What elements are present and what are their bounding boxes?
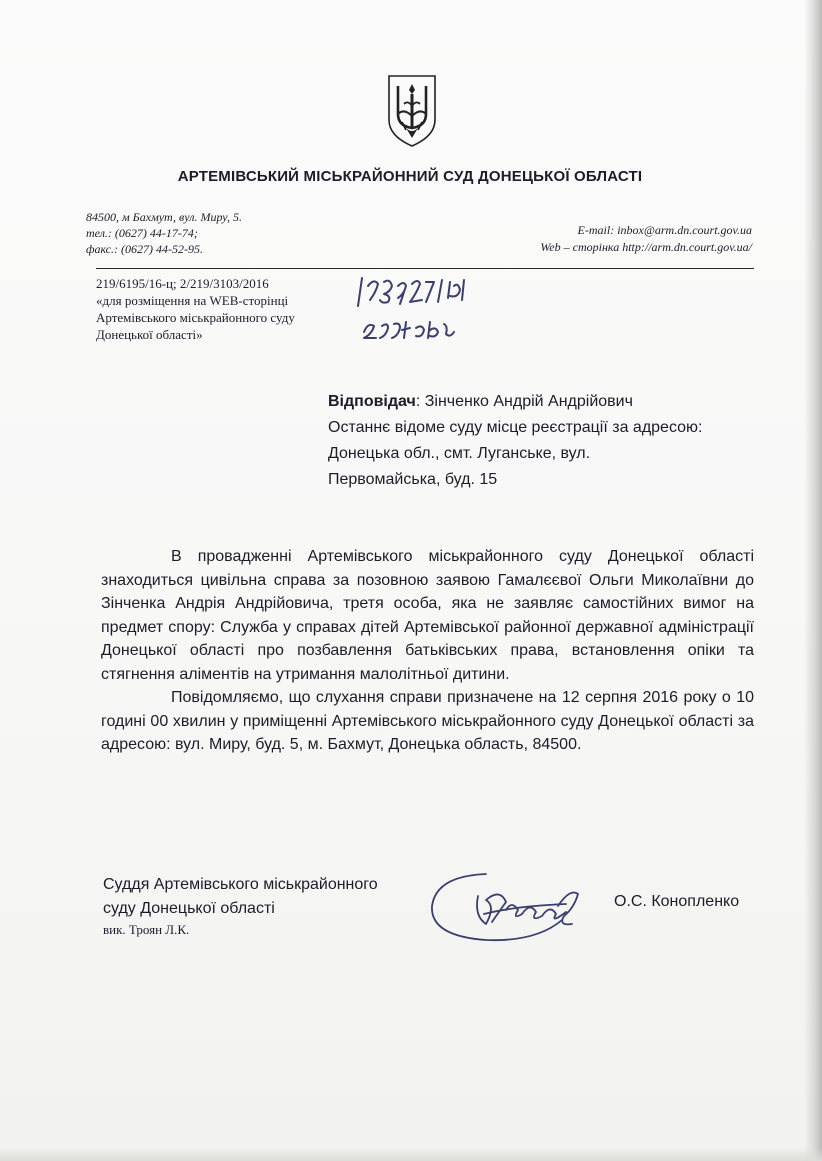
- recipient-name-line: [328, 389, 702, 415]
- coat-of-arms-icon: [386, 74, 438, 148]
- placement-note-line: Донецької області»: [96, 327, 203, 342]
- recipient-address-line: Донецька обл., смт. Луганське, вул.: [328, 445, 591, 462]
- scan-edge-right: [804, 0, 822, 1161]
- website-line: Web – сторінка http://arm.dn.court.gov.ua/: [540, 240, 752, 254]
- recipient-label: Відповідач: [328, 393, 416, 410]
- case-number: 219/6195/16-ц; 2/219/3103/2016: [96, 276, 269, 291]
- email-line: E-mail: inbox@arm.dn.court.gov.ua: [577, 223, 752, 237]
- scan-edge-bottom: [0, 1147, 822, 1161]
- recipient-address-line: Останнє відоме суду місце реєстрації за адресою:: [328, 419, 703, 436]
- judge-title-line: суду Донецької області: [103, 900, 275, 917]
- court-address: [86, 209, 242, 257]
- court-name-heading: АРТЕМІВСЬКИЙ МІСЬКРАЙОННИЙ СУД ДОНЕЦЬКОЇ ОБЛАСТІ: [177, 168, 643, 185]
- case-reference: [96, 275, 295, 343]
- judge-title-block: [103, 873, 378, 939]
- body-paragraph: В провадженні Артемівського міськрайонного суду Донецької області знаходиться цивільна справа за позовною заявою Гамалєєвої Ольги Миколаївни до Зінченка Андрія Андрійовича, третя особа, яка не заявляє самостійних вимог на предмет спору: Служба у справах дітей Артемівської районної державної адміністрації Донецької області про позбавлення батьківських права, встановлення опіки та стягнення аліментів на утримання малолітньої дитини.: [101, 548, 754, 683]
- header-divider: [96, 268, 754, 269]
- signer-name: О.С. Конопленко: [614, 893, 740, 910]
- recipient-block: [328, 389, 702, 493]
- placement-note-line: Артемівського міськрайонного суду: [96, 310, 295, 325]
- address-line: 84500, м Бахмут, вул. Миру, 5.: [86, 210, 243, 224]
- executor-line: вик. Троян Л.К.: [103, 922, 190, 937]
- judge-title-line: Суддя Артемівського міськрайонного: [103, 876, 378, 893]
- handwritten-registration-mark: [350, 272, 490, 352]
- fax-line: факс.: (0627) 44-52-95.: [86, 242, 203, 256]
- recipient-name: : Зінченко Андрій Андрійович: [415, 393, 633, 410]
- placement-note-line: «для розміщення на WEB-сторінці: [96, 293, 289, 308]
- handwritten-signature: [426, 866, 586, 946]
- phone-line: тел.: (0627) 44-17-74;: [86, 226, 198, 240]
- letter-body: [101, 545, 754, 757]
- recipient-address-line: Первомайська, буд. 15: [328, 471, 498, 488]
- court-contacts: [470, 222, 752, 256]
- body-paragraph: Повідомляємо, що слухання справи призначене на 12 серпня 2016 року о 10 годині 00 хвилин у приміщенні Артемівського міськрайонного суду Донецької області за адресою: вул. Миру, буд. 5, м. Бахмут, Донецька область, 84500.: [101, 689, 754, 753]
